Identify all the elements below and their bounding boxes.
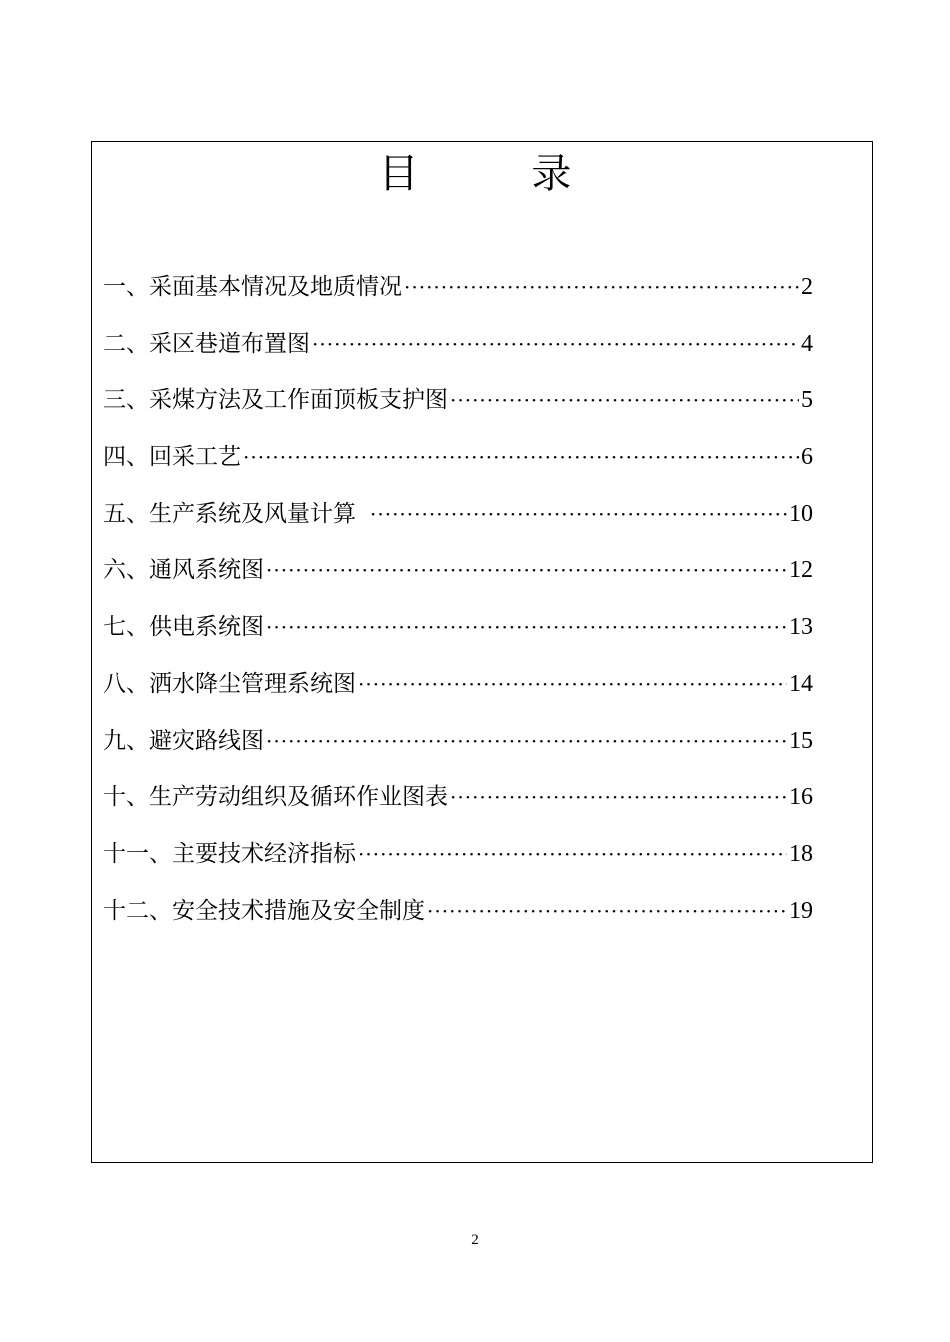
toc-entry-page: 5 [801,387,813,414]
toc-entry[interactable] [103,266,813,323]
toc-entry-page: 19 [789,897,813,924]
toc-list [103,266,813,946]
toc-entry[interactable] [103,890,813,947]
toc-dot-leader [370,493,787,535]
toc-entry-label: 十、生产劳动组织及循环作业图表 [103,784,448,811]
toc-entry-page: 4 [801,330,813,357]
toc-dot-leader [312,323,799,365]
toc-entry[interactable] [103,549,813,606]
page-number: 2 [471,1232,479,1248]
toc-entry-page: 16 [789,784,813,811]
toc-entry-page: 12 [789,557,813,584]
toc-entry[interactable] [103,493,813,550]
toc-dot-leader [358,833,787,875]
toc-entry-page: 18 [789,840,813,867]
toc-entry-page: 13 [789,614,813,641]
toc-entry-label: 七、供电系统图 [103,614,264,641]
toc-dot-leader [266,720,787,762]
toc-entry[interactable] [103,776,813,833]
toc-entry-label: 六、通风系统图 [103,557,264,584]
toc-entry[interactable] [103,663,813,720]
toc-dot-leader [243,436,799,478]
toc-entry[interactable] [103,833,813,890]
toc-entry-label: 二、采区巷道布置图 [103,330,310,357]
toc-entry-label: 十二、安全技术措施及安全制度 [103,897,425,924]
toc-dot-leader [266,549,787,591]
toc-entry-label: 四、回采工艺 [103,444,241,471]
toc-entry-label: 八、洒水降尘管理系统图 [103,670,356,697]
toc-entry-label: 三、采煤方法及工作面顶板支护图 [103,387,448,414]
toc-entry-page: 14 [789,670,813,697]
toc-entry[interactable] [103,720,813,777]
toc-dot-leader [427,890,787,932]
toc-entry-label: 十一、主要技术经济指标 [103,840,356,867]
toc-dot-leader [266,606,787,648]
toc-entry-page: 10 [789,500,813,527]
toc-entry-label: 一、采面基本情况及地质情况 [103,274,402,300]
toc-title: 目 录 [378,151,622,197]
toc-entry[interactable] [103,323,813,380]
toc-entry-page: 15 [789,727,813,754]
toc-entry-label: 五、生产系统及风量计算 [103,500,356,527]
toc-entry-page: 6 [801,444,813,471]
toc-dot-leader [450,379,799,421]
toc-dot-leader [450,776,787,818]
toc-dot-leader [358,663,787,705]
toc-entry[interactable] [103,606,813,663]
toc-entry-label: 九、避灾路线图 [103,727,264,754]
toc-entry[interactable] [103,436,813,493]
toc-entry[interactable] [103,379,813,436]
toc-entry-page: 2 [801,274,813,300]
toc-dot-leader [404,266,799,308]
